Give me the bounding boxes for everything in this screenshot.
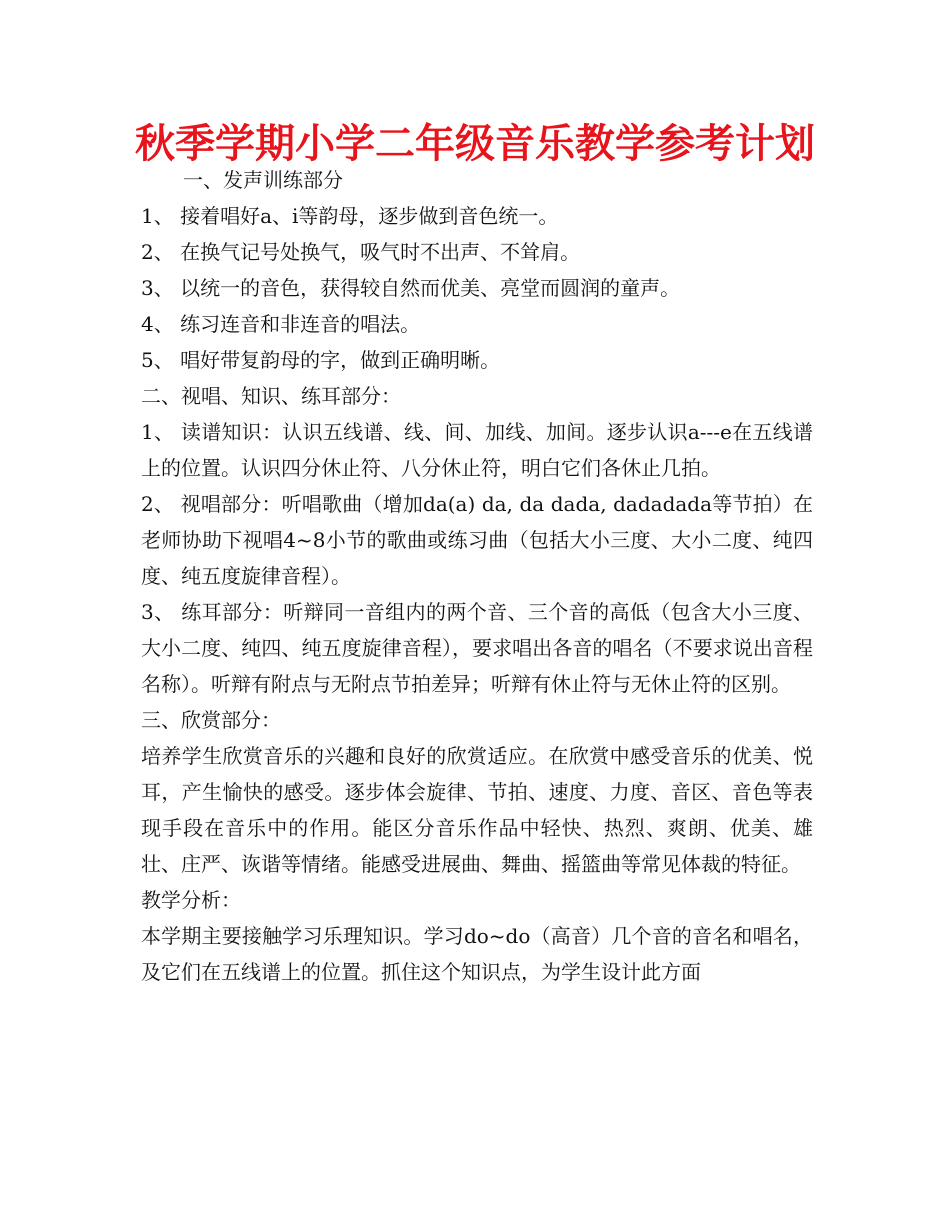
document-body	[141, 162, 813, 990]
section-heading-sight-singing: 二、视唱、知识、练耳部分：	[141, 384, 401, 408]
paragraph-item: 培养学生欣赏音乐的兴趣和良好的欣赏适应。在欣赏中感受音乐的优美、悦耳，产生愉快的感受。逐步体会旋律、节拍、速度、力度、音区、音色等表现手段在音乐中的作用。能区分音乐作品中轻快、热烈、爽朗、优美、雄壮、庄严、诙谐等情绪。能感受进展曲、舞曲、摇篮曲等常见体裁的特征。	[141, 744, 813, 876]
paragraph-item: 4、 练习连音和非连音的唱法。	[141, 312, 421, 336]
section-heading-appreciation: 三、欣赏部分：	[141, 708, 281, 732]
paragraph-item: 1、 读谱知识：认识五线谱、线、间、加线、加间。逐步认识a---e在五线谱上的位置。认识四分休止符、八分休止符，明白它们各休止几拍。	[141, 420, 813, 480]
paragraph-item: 5、 唱好带复韵母的字，做到正确明晰。	[141, 348, 501, 372]
section-heading-voice-training: 一、发声训练部分	[183, 168, 343, 192]
paragraph-item: 本学期主要接触学习乐理知识。学习do~do（高音）几个音的音名和唱名，及它们在五线谱上的位置。抓住这个知识点，为学生设计此方面	[141, 924, 813, 984]
section-heading-analysis: 教学分析：	[141, 888, 241, 912]
paragraph-item: 2、 视唱部分：听唱歌曲（增加da(a) da, da dada, dadadada等节拍）在老师协助下视唱4~8小节的歌曲或练习曲（包括大小三度、大小二度、纯四度、纯五度旋律音程）。	[141, 492, 813, 588]
paragraph-item: 2、 在换气记号处换气，吸气时不出声、不耸肩。	[141, 240, 581, 264]
paragraph-item: 3、 以统一的音色，获得较自然而优美、亮堂而圆润的童声。	[141, 276, 681, 300]
paragraph-item: 1、 接着唱好a、i等韵母，逐步做到音色统一。	[141, 204, 559, 228]
paragraph-item: 3、 练耳部分：听辩同一音组内的两个音、三个音的高低（包含大小三度、大小二度、纯四、纯五度旋律音程），要求唱出各音的唱名（不要求说出音程名称）。听辩有附点与无附点节拍差异；听辩有休止符与无休止符的区别。	[141, 600, 813, 696]
document-title: 秋季学期小学二年级音乐教学参考计划	[135, 121, 815, 167]
